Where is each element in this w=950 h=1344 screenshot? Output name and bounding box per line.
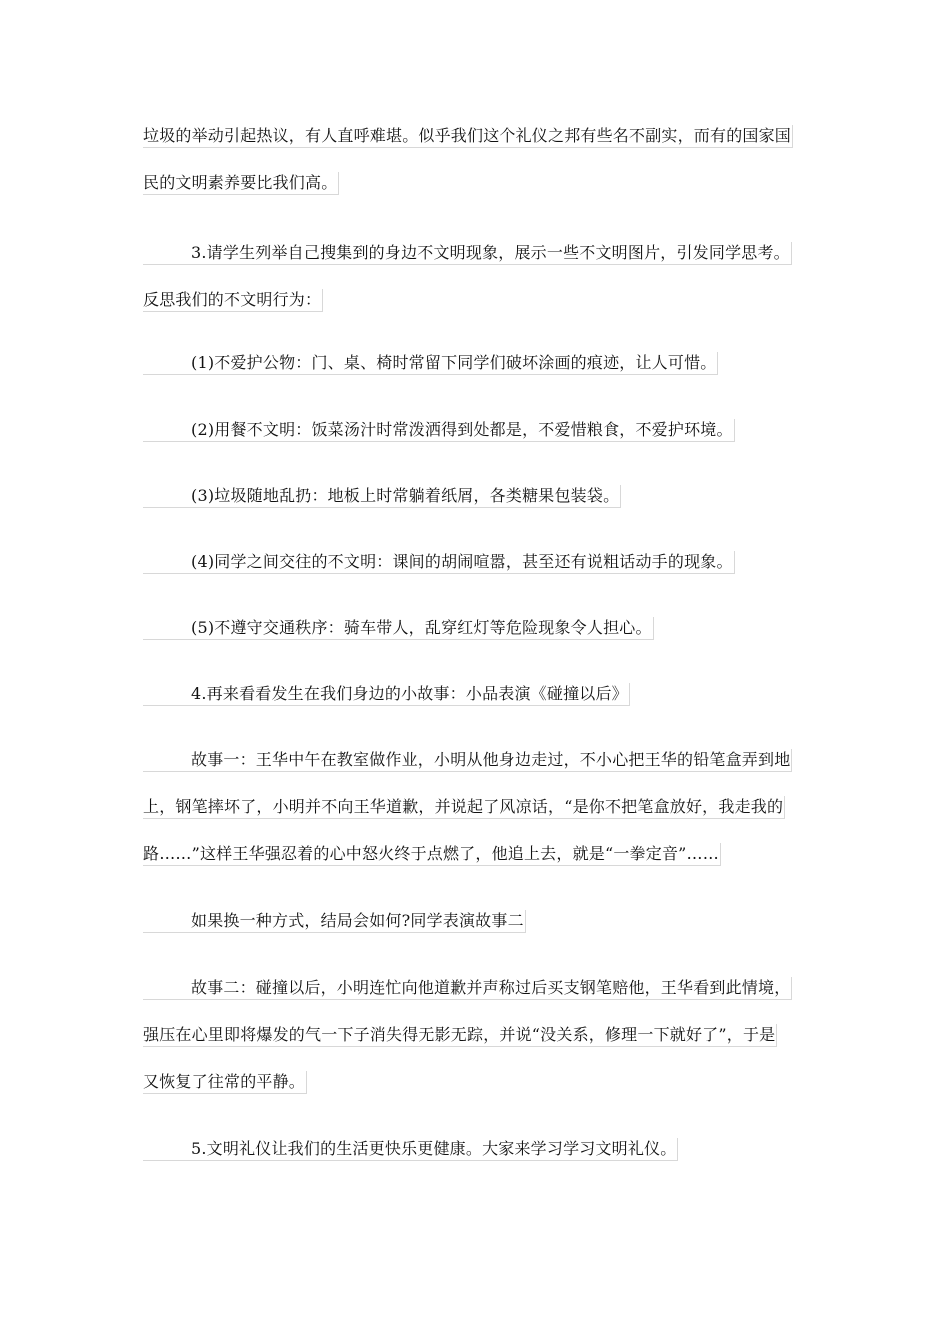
text-line: 上，钢笔摔坏了，小明并不向王华道歉，并说起了风凉话，“是你不把笔盒放好，我走我的 [143, 796, 785, 819]
paragraph-3 [143, 339, 823, 386]
paragraph-2 [143, 229, 823, 323]
text-line: 垃圾的举动引起热议，有人直呼难堪。似乎我们这个礼仪之邦有些名不副实，而有的国家国 [143, 125, 793, 148]
paragraph-6 [143, 538, 823, 585]
paragraph-8 [143, 670, 823, 717]
paragraph-10 [143, 897, 823, 944]
text-line: 反思我们的不文明行为： [143, 289, 323, 312]
text-line: 故事一：王华中午在教室做作业，小明从他身边走过，不小心把王华的铅笔盒弄到地 [143, 749, 792, 772]
text-line: 3.请学生列举自己搜集到的身边不文明现象，展示一些不文明图片，引发同学思考。 [143, 242, 792, 265]
text-line: (5)不遵守交通秩序：骑车带人，乱穿红灯等危险现象令人担心。 [143, 617, 654, 640]
paragraph-4 [143, 406, 823, 453]
text-line: (2)用餐不文明：饭菜汤汁时常泼洒得到处都是，不爱惜粮食，不爱护环境。 [143, 419, 735, 442]
text-line: 又恢复了往常的平静。 [143, 1071, 307, 1094]
text-line: 4.再来看看发生在我们身边的小故事：小品表演《碰撞以后》 [143, 683, 630, 706]
paragraph-12 [143, 1125, 823, 1172]
text-line: 民的文明素养要比我们高。 [143, 172, 339, 195]
text-line: (4)同学之间交往的不文明：课间的胡闹喧嚣，甚至还有说粗话动手的现象。 [143, 551, 735, 574]
text-line: 如果换一种方式，结局会如何?同学表演故事二 [143, 910, 526, 933]
text-line: (3)垃圾随地乱扔：地板上时常躺着纸屑，各类糖果包装袋。 [143, 485, 621, 508]
paragraph-7 [143, 604, 823, 651]
paragraph-5 [143, 472, 823, 519]
text-line: 强压在心里即将爆发的气一下子消失得无影无踪，并说“没关系，修理一下就好了”，于是 [143, 1024, 777, 1047]
text-line: 5.文明礼仪让我们的生活更快乐更健康。大家来学习学习文明礼仪。 [143, 1138, 678, 1161]
text-line: (1)不爱护公物：门、桌、椅时常留下同学们破坏涂画的痕迹，让人可惜。 [143, 352, 718, 375]
text-line: 路……”这样王华强忍着的心中怒火终于点燃了，他追上去，就是“一拳定音”…… [143, 843, 721, 866]
paragraph-1 [143, 112, 823, 206]
paragraph-11 [143, 964, 823, 1105]
text-line: 故事二：碰撞以后，小明连忙向他道歉并声称过后买支钢笔赔他，王华看到此情境， [143, 977, 792, 1000]
paragraph-9 [143, 736, 823, 877]
